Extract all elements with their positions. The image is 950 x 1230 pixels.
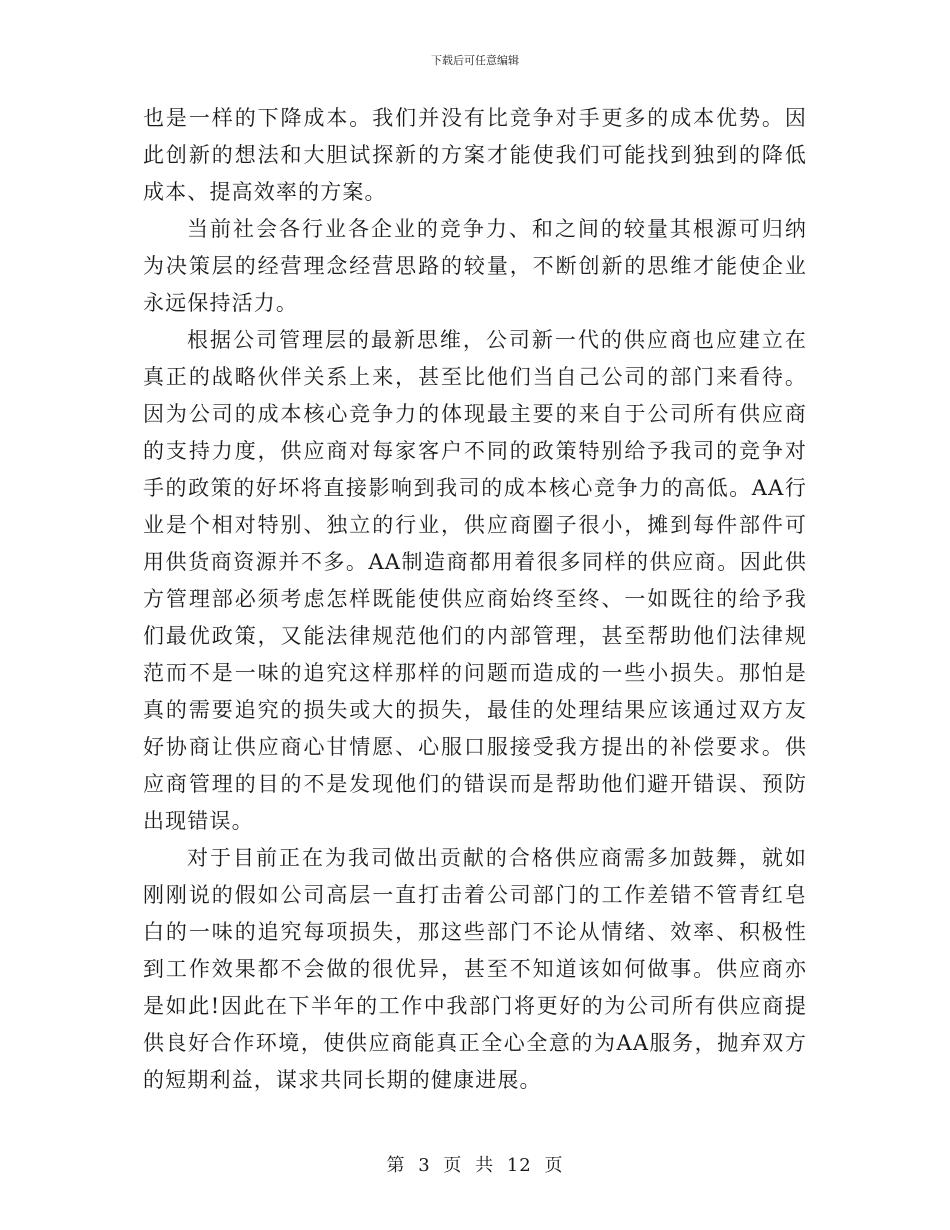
paragraph: 根据公司管理层的最新思维，公司新一代的供应商也应建立在真正的战略伙伴关系上来，甚至比他们当自己公司的部门来看待。因为公司的成本核心竞争力的体现最主要的来自于公司所有供应商的支持力度，供应商对每家客户不同的政策特别给予我司的竞争对手的政策的好坏将直接影响到我司的成本核心竞争力的高低。AA行业是个相对特别、独立的行业，供应商圈子很小，摊到每件部件可用供货商资源并不多。AA制造商都用着很多同样的供应商。因此供方管理部必须考虑怎样既能使供应商始终至终、一如既往的给予我们最优政策，又能法律规范他们的内部管理，甚至帮助他们法律规范而不是一味的追究这样那样的问题而造成的一些小损失。那怕是真的需要追究的损失或大的损失，最佳的处理结果应该通过双方友好协商让供应商心甘情愿、心服口服接受我方提出的补偿要求。供应商管理的目的不是发现他们的错误而是帮助他们避开错误、预防出现错误。 [143, 328, 807, 833]
page-header: 下载后可任意编辑 [431, 54, 519, 67]
document-body [143, 100, 807, 1099]
page-footer: 第 3 页 共 12 页 [386, 1155, 564, 1176]
paragraph: 对于目前正在为我司做出贡献的合格供应商需多加鼓舞，就如刚刚说的假如公司高层一直打击着公司部门的工作差错不管青红皂白的一味的追究每项损失，那这些部门不论从情绪、效率、积极性到工作效果都不会做的很优异，甚至不知道该如何做事。供应商亦是如此!因此在下半年的工作中我部门将更好的为公司所有供应商提供良好合作环境，使供应商能真正全心全意的为AA服务，抛弃双方的短期利益，谋求共同长期的健康进展。 [143, 846, 807, 1092]
paragraph: 当前社会各行业各企业的竞争力、和之间的较量其根源可归纳为决策层的经营理念经营思路的较量，不断创新的思维才能使企业永远保持活力。 [143, 217, 807, 315]
paragraph-continuation: 也是一样的下降成本。我们并没有比竞争对手更多的成本优势。因此创新的想法和大胆试探新的方案才能使我们可能找到独到的降低成本、提高效率的方案。 [143, 106, 807, 204]
